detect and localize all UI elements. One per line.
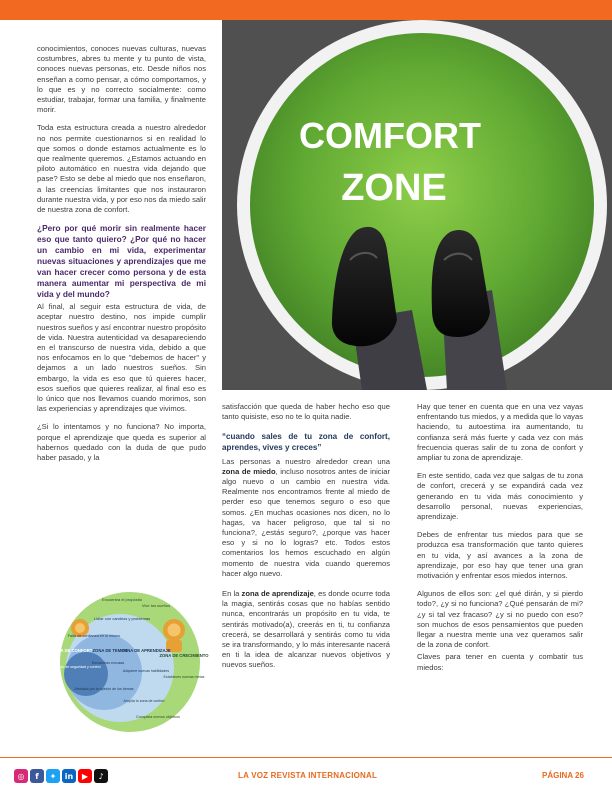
paragraph: satisfacción que queda de haber hecho eso que tanto quisiste, eso no te lo quita nadie. — [222, 402, 390, 422]
diagram-label: Conquista nuevos objetivos — [136, 715, 180, 719]
comfort-zone-diagram — [52, 590, 212, 732]
twitter-icon[interactable]: ✦ — [46, 769, 60, 783]
diagram-label: Encuentras excusas — [91, 661, 125, 665]
paragraph: Algunos de ellos son: ¿el qué dirán, y si pierdo todo?, ¿y si no funciona? ¿Qué pensarán de mi? ¿y si tal vez fracaso? ¿y si no puedo con eso? son muchos de esos pensamientos que pueden llegar a nuestra mente una vez queramos salir de la zona de confort. — [417, 589, 583, 650]
paragraph — [222, 457, 390, 579]
facebook-icon[interactable]: f — [30, 769, 44, 783]
diagram-label: Sensación de seguridad y control — [52, 665, 101, 669]
top-orange-bar — [0, 0, 612, 20]
diagram-label: Adquiere nuevas habilidades — [122, 669, 170, 673]
keyword-zona-de-aprendizaje: zona de aprendizaje — [241, 589, 314, 599]
photo-text-zone: ZONE — [341, 167, 447, 209]
diagram-label: Afectado por la opinión de los demás — [74, 687, 134, 691]
youtube-icon[interactable]: ▶ — [78, 769, 92, 783]
paragraph — [222, 589, 390, 671]
diagram-zone-crecimiento: ZONA DE CRECIMIENTO — [159, 653, 209, 658]
social-icons — [14, 769, 108, 783]
article-column-left — [37, 44, 206, 471]
text-run: En la — [222, 589, 242, 599]
text-run: , incluso nosotros antes de iniciar algo nuevo o un cambio en nuestra vida. Realmente nos encontramos frente al miedo de perder eso que tenemos seguro o eso que somos. ¿En muchas ocasiones nos dicen, no lo hagas, va hacer peligroso, que tal si no funciona?, ¿estás seguro?, ¿porque vas hacer eso y si no lo logras? etc. Todos estos comentarios los hemos escuchado en algún momento de nuestra vida cuando queremos hacer algo nuevo. — [222, 466, 390, 578]
text-run: Las personas a nuestro alrededor crean una — [222, 456, 390, 466]
photo-text-comfort: COMFORT — [299, 115, 481, 156]
diagram-zone-temor: ZONA DE TEMOR — [92, 648, 128, 653]
diagram-label: Estableces nuevas metas — [163, 675, 205, 679]
paragraph: Claves para tener en cuenta y combatir tus miedos: — [417, 652, 583, 672]
footer-divider — [0, 757, 612, 758]
tiktok-icon[interactable]: ♪ — [94, 769, 108, 783]
diagram-label: Falta de confianza en sí mismo — [67, 634, 121, 638]
diagram-label: Vive tus sueños — [141, 603, 171, 608]
paragraph: Debes de enfrentar tus miedos para que se produzca esa transformación que tanto quieres en tu vida, y así avances a la zona de aprendizaje, por eso hay que tener una gran motivación y enfrentar esos miedos internos. — [417, 530, 583, 581]
comfort-zone-photo — [222, 20, 612, 390]
section-heading: ¿Pero por qué morir sin realmente hacer eso que tanto quiero? ¿Por qué no hacer un cambio en mi vida, experimentar nuevas situaciones y aprendizajes que me van hacer crecer como persona y de esta manera aumentar mi perspectiva de mi vida y del mundo? — [37, 223, 206, 300]
text-run: , es donde ocurre toda la magia, sentirás cosas que no habías sentido nunca, encontrarás un propósito en tu vida, te sentirás motivado(a), creerás en ti, tu confianza crecerá, se desarrollará y sentirás como tu vida se ira transformando, y lo más interesante nacerá en ti la idea de alcanzar nuevos objetivos y nuevos sueños. — [222, 589, 390, 670]
paragraph: conocimientos, conoces nuevas culturas, nuevas costumbres, abres tu mente y tu punto de vista, conoces nuevas personas, etc. Desde niños nos enseñan a como pensar, a cómo comportamos, y lo que es y no correcto socialmente: como estudiar, trabajar, formar una familia, y finalmente morir. — [37, 44, 206, 115]
diagram-label: Amplía tu zona de confort — [123, 699, 165, 703]
paragraph: Al final, al seguir esta estructura de vida, de aceptar nuestro destino, nos impide cumplir nuestros sueños y así encontrar nuestro propósito de vida. Nuestra autenticidad va desapareciendo en el transcurso de nuestra vida, debido a que nos enfocamos en lo que "debemos de hacer" y dejamos a un lado nuestros sueños. Sin embargo, la vida es eso que tú quieres hacer, esos sueños que quieres realizar, al final eso es lo único que nos llevamos cuando morimos, son las experiencias y aprendizajes que vivimos. — [37, 302, 206, 414]
page-number: PÁGINA 26 — [542, 771, 584, 780]
paragraph: En este sentido, cada vez que salgas de tu zona de confort, crecerá y se expandirá cada vez generando en tu vida más conocimiento y desarrollo personal, nuevas experiencias, aprendizaje. — [417, 471, 583, 522]
instagram-icon[interactable]: ◎ — [14, 769, 28, 783]
publication-name: LA VOZ REVISTA INTERNACIONAL — [238, 771, 378, 780]
diagram-zone-confort: ZONA DE CONFORT — [52, 648, 93, 653]
keyword-zona-de-miedo: zona de miedo — [222, 466, 276, 476]
diagram-label: Lidiar con cambios y problemas — [93, 616, 151, 621]
pull-quote-heading: “cuando sales de tu zona de confort, aprendes, vives y creces” — [222, 432, 390, 452]
linkedin-icon[interactable]: in — [62, 769, 76, 783]
article-column-right — [417, 402, 583, 681]
diagram-zone-aprendizaje: ZONA DE APRENDIZAJE — [121, 648, 171, 653]
diagram-label: Encuentra el propósito — [101, 597, 143, 602]
paragraph: ¿Si lo intentamos y no funciona? No importa, porque el aprendizaje que queda es superior al habernos quedado con la duda de que pudo haber pasado, y la — [37, 422, 206, 463]
article-column-middle — [222, 402, 390, 679]
paragraph: Toda esta estructura creada a nuestro alrededor no nos permite cuestionarnos si en realidad lo que somos o donde estamos actualmente es lo que realmente queremos. ¿Estamos actuando en piloto automático en nuestra vida dejando que pase? Esto se debe al miedo que nos enseñaron, a las creencias limitantes que nos instauraron durante nuestra vida, y por eso nos da miedo salir de nuestra zona de confort. — [37, 123, 206, 215]
paragraph: Hay que tener en cuenta que en una vez vayas enfrentando tus miedos, y a medida que lo vayas haciendo, tu autoestima ira aumentando, tu confianza será más fuerte y cada vez con más frecuencia queras salir de tu zona de confort y ampliar tu zona de aprendizaje. — [417, 402, 583, 463]
